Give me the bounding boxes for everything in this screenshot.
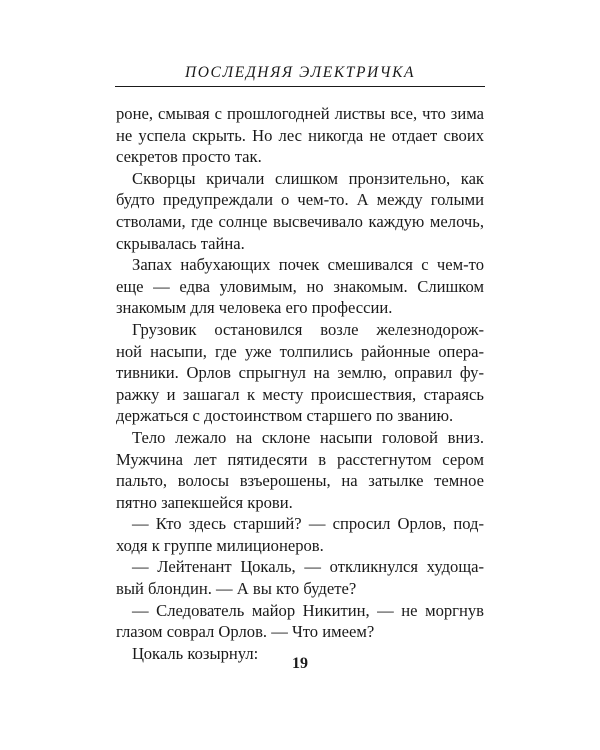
text-line: стволами, где солнце высвечивало каждую мелочь, [116, 211, 484, 231]
paragraph [116, 427, 484, 513]
text-line: ходя к группе милиционеров. [116, 535, 324, 555]
text-line: знакомым для человека его профессии. [116, 298, 393, 318]
header-rule [115, 86, 485, 87]
text-line: держаться с достоинством старшего по званию. [116, 406, 454, 426]
text-line: еще — едва уловимым, но знакомым. Слишком [116, 276, 484, 296]
text-line: вый блондин. — А вы кто будете? [116, 579, 357, 599]
paragraph [116, 103, 484, 168]
paragraph [116, 319, 484, 427]
text-line: Мужчина лет пятидесяти в расстегнутом сером [116, 449, 484, 469]
text-line: пальто, волосы взъерошены, на затылке темное [116, 471, 484, 491]
text-line: будто предупреждали о чем-то. А между голыми [116, 190, 484, 210]
running-head: ПОСЛЕДНЯЯ ЭЛЕКТРИЧКА [184, 64, 416, 81]
page-number: 19 [292, 655, 308, 672]
paragraph [116, 556, 484, 599]
text-line: — Лейтенант Цокаль, — откликнулся худоща- [132, 557, 484, 577]
text-line: — Следователь майор Никитин, — не моргнув [132, 600, 484, 620]
text-line: роне, смывая с прошлогодней листвы все, что зима [116, 104, 484, 123]
text-line: ражку и зашагал к месту происшествия, стараясь [116, 384, 484, 404]
text-line: секретов просто так. [116, 147, 262, 167]
text-line: глазом соврал Орлов. — Что имеем? [116, 622, 375, 642]
text-line: Тело лежало на склоне насыпи головой вниз. [132, 427, 484, 447]
paragraph [116, 254, 484, 319]
text-line: Скворцы кричали слишком пронзительно, как [132, 168, 484, 188]
text-line: тивники. Орлов спрыгнул на землю, оправил фу- [116, 363, 484, 383]
paragraph [116, 513, 484, 556]
text-line: Цокаль козырнул: [132, 643, 259, 663]
text-line: не успела скрыть. Но лес никогда не отдает своих [116, 125, 484, 145]
text-line: скрывалась тайна. [116, 233, 245, 253]
text-line: — Кто здесь старший? — спросил Орлов, под- [132, 514, 484, 534]
paragraph [116, 168, 484, 254]
text-line: Запах набухающих почек смешивался с чем-то [132, 255, 484, 275]
text-line: ной насыпи, где уже толпились районные опера- [116, 341, 484, 361]
text-line: пятно запекшейся крови. [116, 492, 293, 512]
body-text [116, 103, 484, 664]
text-line: Грузовик остановился возле железнодорож- [132, 319, 484, 339]
paragraph [116, 600, 484, 643]
